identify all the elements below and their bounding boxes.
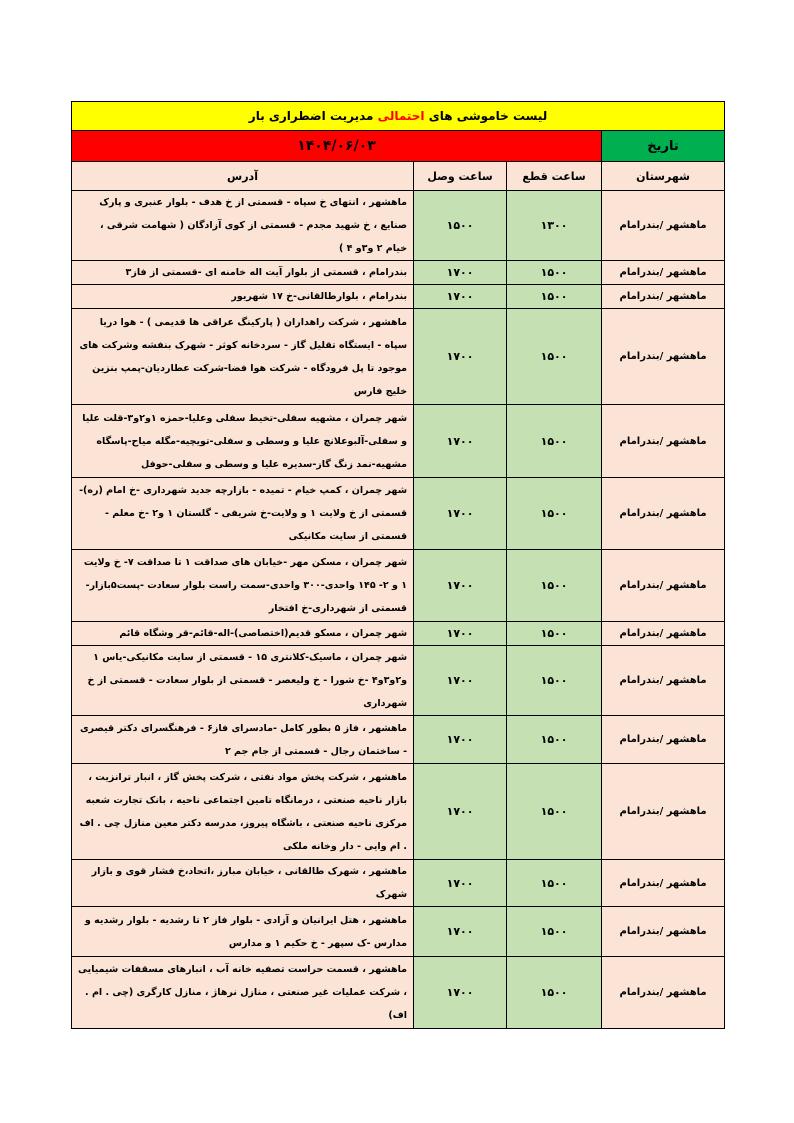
- connect-time-cell: ۱۷۰۰: [414, 285, 507, 309]
- city-cell: ماهشهر /بندرامام: [602, 957, 725, 1029]
- connect-time-cell: ۱۷۰۰: [414, 550, 507, 622]
- header-address: آدرس: [72, 162, 414, 191]
- address-cell: ماهشهر ، قسمت حراست تصفیه خانه آب ، انبارهای مسقفات شیمیایی ، شرکت عملیات غیر صنعتی ، منازل نرهاژ ، منازل کارگری (چی . ام . اف): [72, 957, 414, 1029]
- connect-time-cell: ۱۷۰۰: [414, 764, 507, 860]
- title-part2-highlight: احتمالی: [377, 109, 425, 123]
- city-cell: ماهشهر /بندرامام: [602, 478, 725, 550]
- city-cell: ماهشهر /بندرامام: [602, 191, 725, 261]
- city-cell: ماهشهر /بندرامام: [602, 285, 725, 309]
- city-cell: ماهشهر /بندرامام: [602, 646, 725, 716]
- city-cell: ماهشهر /بندرامام: [602, 716, 725, 764]
- cut-time-cell: ۱۵۰۰: [507, 646, 602, 716]
- table-row: [72, 716, 725, 764]
- cut-time-cell: ۱۵۰۰: [507, 764, 602, 860]
- cut-time-cell: ۱۵۰۰: [507, 261, 602, 285]
- connect-time-cell: ۱۷۰۰: [414, 860, 507, 907]
- table-row: [72, 860, 725, 907]
- header-city: شهرستان: [602, 162, 725, 191]
- table-row: [72, 478, 725, 550]
- document-title: [72, 102, 725, 131]
- connect-time-cell: ۱۷۰۰: [414, 309, 507, 405]
- address-cell: شهر چمران ، مسکو قدیم(اختصاصی)-اله-قائم-قر وشگاه قائم: [72, 622, 414, 646]
- connect-time-cell: ۱۷۰۰: [414, 957, 507, 1029]
- address-cell: ماهشهر ، شرکت راهداران ( پارکینگ عراقی ها قدیمی ) - هوا دریا سپاه - ایستگاه تقلیل گاز - سردخانه کوثر - شهرک بنفشه وشرکت های موجود تا پل فرودگاه - شرکت هوا فضا-شرکت عطاردیان-پمپ بنزین خلیج فارس: [72, 309, 414, 405]
- table-row: [72, 309, 725, 405]
- address-cell: بندرامام ، قسمتی از بلوار آیت اله خامنه ای -قسمتی از فاز۳: [72, 261, 414, 285]
- address-cell: ماهشهر ، فاز ۵ بطور کامل -مادسرای فاز۶ - فرهنگسرای دکتر قیصری - ساختمان رجال - قسمتی از جام جم ۲: [72, 716, 414, 764]
- connect-time-cell: ۱۷۰۰: [414, 907, 507, 957]
- cut-time-cell: ۱۵۰۰: [507, 285, 602, 309]
- connect-time-cell: ۱۷۰۰: [414, 622, 507, 646]
- cut-time-cell: ۱۵۰۰: [507, 907, 602, 957]
- date-value: ۱۴۰۴/۰۶/۰۳: [72, 131, 602, 162]
- title-part1: لیست خاموشی های: [428, 109, 548, 123]
- connect-time-cell: ۱۷۰۰: [414, 716, 507, 764]
- address-cell: شهر چمران ، مشهیه سفلی-تخیط سفلی وعلیا-حمزه ۱و۲و۳-قلت علیا و سفلی-آلبوعلانچ علیا و وسطی و سفلی-تویچیه-مگله میاح-پاسگاه مشهیه-نمد زنگ گاز-سدیره علیا و وسطی و سفلی-حوفل: [72, 405, 414, 478]
- table-row: [72, 550, 725, 622]
- table-row: [72, 191, 725, 261]
- city-cell: ماهشهر /بندرامام: [602, 405, 725, 478]
- cut-time-cell: ۱۵۰۰: [507, 860, 602, 907]
- connect-time-cell: ۱۷۰۰: [414, 261, 507, 285]
- city-cell: ماهشهر /بندرامام: [602, 550, 725, 622]
- date-row: [72, 131, 725, 162]
- title-row: [72, 102, 725, 131]
- header-cut-time: ساعت قطع: [507, 162, 602, 191]
- cut-time-cell: ۱۵۰۰: [507, 716, 602, 764]
- address-cell: شهر چمران ، کمپ خیام - تمیده - بازارچه جدید شهرداری -خ امام (ره)- قسمتی از خ ولایت ۱ و ولایت-خ شریفی - گلستان ۱ و۲ -خ معلم - قسمتی از سایت مکانیکی: [72, 478, 414, 550]
- cut-time-cell: ۱۵۰۰: [507, 957, 602, 1029]
- address-cell: بندرامام ، بلوارطالقانی-خ ۱۷ شهریور: [72, 285, 414, 309]
- table-row: [72, 285, 725, 309]
- address-cell: شهر چمران ، ماسیک-کلانتری ۱۵ - قسمتی از سایت مکانیکی-یاس ۱ و۲و۳و۴ -خ شورا - خ ولیعصر - قسمتی از بلوار سعادت - قسمتی از خ شهرداری: [72, 646, 414, 716]
- city-cell: ماهشهر /بندرامام: [602, 764, 725, 860]
- city-cell: ماهشهر /بندرامام: [602, 622, 725, 646]
- city-cell: ماهشهر /بندرامام: [602, 261, 725, 285]
- table-row: [72, 646, 725, 716]
- connect-time-cell: ۱۵۰۰: [414, 191, 507, 261]
- cut-time-cell: ۱۵۰۰: [507, 405, 602, 478]
- cut-time-cell: ۱۵۰۰: [507, 622, 602, 646]
- table-row: [72, 957, 725, 1029]
- city-cell: ماهشهر /بندرامام: [602, 907, 725, 957]
- address-cell: ماهشهر ، شهرک طالقانی ، خیابان مبارز ،اتحاد،خ فشار قوی و بازار شهرک: [72, 860, 414, 907]
- date-label: تاریخ: [602, 131, 725, 162]
- city-cell: ماهشهر /بندرامام: [602, 309, 725, 405]
- address-cell: شهر چمران ، مسکن مهر -خیابان های صداقت ۱ تا صداقت ۷- خ ولایت ۱ و ۲- ۱۴۵ واحدی-۳۰۰ واحدی-سمت راست بلوار سعادت -پست۵بازار-قسمتی از شهرداری-خ افتخار: [72, 550, 414, 622]
- title-part3: مدیریت اضطراری بار: [248, 109, 374, 123]
- connect-time-cell: ۱۷۰۰: [414, 405, 507, 478]
- table-row: [72, 907, 725, 957]
- connect-time-cell: ۱۷۰۰: [414, 478, 507, 550]
- cut-time-cell: ۱۵۰۰: [507, 550, 602, 622]
- table-row: [72, 622, 725, 646]
- address-cell: ماهشهر ، انتهای خ سپاه - قسمتی از خ هدف - بلوار عنبری و پارک صنایع ، خ شهید مجدم - قسمتی از کوی آزادگان ( شهامت شرقی ، خیام ۲ و۳و ۴ ): [72, 191, 414, 261]
- table-row: [72, 261, 725, 285]
- cut-time-cell: ۱۳۰۰: [507, 191, 602, 261]
- table-row: [72, 764, 725, 860]
- table-row: [72, 405, 725, 478]
- header-row: [72, 162, 725, 191]
- address-cell: ماهشهر ، هتل ایرانیان و آزادی - بلوار فاز ۲ تا رشدیه - بلوار رشدیه و مدارس -ک سپهر - خ حکیم ۱ و مدارس: [72, 907, 414, 957]
- city-cell: ماهشهر /بندرامام: [602, 860, 725, 907]
- header-connect-time: ساعت وصل: [414, 162, 507, 191]
- connect-time-cell: ۱۷۰۰: [414, 646, 507, 716]
- cut-time-cell: ۱۵۰۰: [507, 309, 602, 405]
- cut-time-cell: ۱۵۰۰: [507, 478, 602, 550]
- address-cell: ماهشهر ، شرکت پخش مواد نفتی ، شرکت پخش گاز ، انبار ترانزیت ، بازار ناحیه صنعتی ، درمانگاه تامین اجتماعی ناحیه ، بانک تجارت شعبه مرکزی ناحیه صنعتی ، باشگاه پیروز، مدرسه دکتر معین منازل چی . اف . ام وایی - دار وخانه ملکی: [72, 764, 414, 860]
- blackout-schedule-table: [71, 101, 725, 1029]
